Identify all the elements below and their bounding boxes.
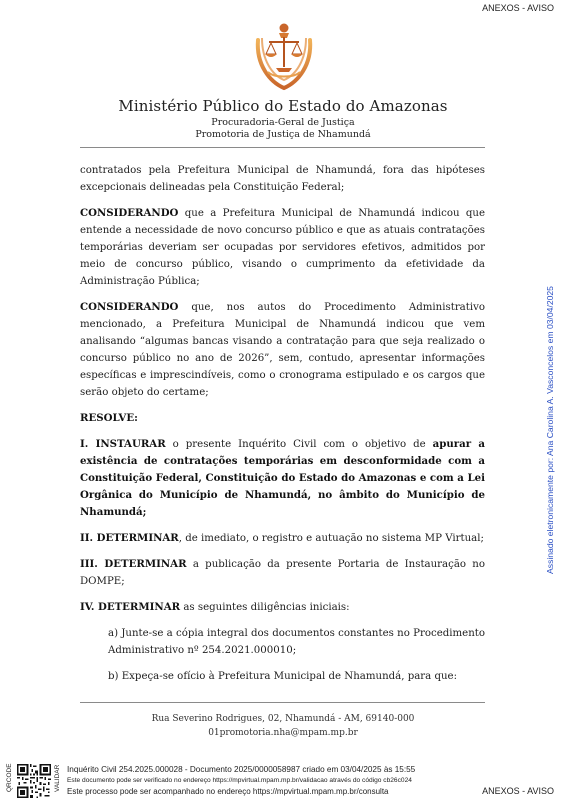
tracking-url-line[interactable]: Este processo pode ser acompanhado no endereço https://mpvirtual.mpam.mp.br/consulta (67, 787, 389, 796)
document-id-line: Inquérito Civil 254.2025.000028 - Documento 2025/0000058987 criado em 03/04/2025 às 15:55 (67, 765, 416, 774)
qr-code-icon[interactable] (17, 764, 51, 798)
item-ii: II. DETERMINAR, de imediato, o registro e autuação no sistema MP Virtual; (80, 532, 484, 544)
paragraph-1: contratados pela Prefeitura Municipal de Nhamundá, fora das hipóteses excepcionais delineadas pela Constituição Federal; (80, 165, 485, 193)
item-iii: III. DETERMINAR a publicação da presente Portaria de Instauração no DOMPE; (80, 558, 485, 587)
department-name: Procuradoria-Geral de Justiça (211, 117, 355, 128)
footer-address: Rua Severino Rodrigues, 02, Nhamundá - AM, 69140-000 (151, 714, 415, 724)
item-i: I. INSTAURAR o presente Inquérito Civil com o objetivo de apurar a existência de contratações temporárias em desconformidade com a Constituição Federal, Constituição do Estado do Amazonas e com a Lei Orgânica do Município de Nhamundá, no âmbito do Município de Nhamundá; (80, 438, 485, 518)
validar-label: VALIDAR (54, 764, 61, 792)
paragraph-considerando-2: CONSIDERANDO que, nos autos do Procedimento Administrativo mencionado, a Prefeitura Municipal de Nhamundá indicou que vem analisando “algumas bancas visando a contratação para que seja realizado o concurso público no ano de 2026”, sem, contudo, apresentar informações específicas e imprescindíveis, como o cronograma estipulado e os cargos que serão objeto do certame; (80, 301, 485, 398)
footer-email[interactable]: 01promotoria.nha@mpam.mp.br (208, 728, 358, 738)
paragraph-considerando-1: CONSIDERANDO que a Prefeitura Municipal de Nhamundá indicou que entende a necessidade de novo concurso público e que as atuais contratações temporárias deveriam ser ocupadas por servidores efetivos, admitidos por meio de concurso público, visando o cumprimento da efetividade da Administração Pública; (80, 207, 485, 287)
electronic-signature-stamp: Assinado eletronicamente por: Ana Carolina A. Vasconcelos em 03/04/2025 (545, 286, 555, 574)
scales-of-justice-icon (252, 20, 316, 92)
item-iv: IV. DETERMINAR as seguintes diligências iniciais: (80, 601, 350, 613)
top-annex-label: ANEXOS - AVISO (482, 3, 554, 13)
document-body (80, 162, 485, 694)
footer-divider (80, 702, 485, 703)
qrcode-label: QRCODE (6, 763, 13, 792)
item-b: b) Expeça-se ofício à Prefeitura Municipal de Nhamundá, para que: (108, 671, 458, 682)
unit-name: Promotoria de Justiça de Nhamundá (195, 129, 371, 140)
validation-url-line[interactable]: Este documento pode ser verificado no endereço https://mpvirtual.mpam.mp.br/validacao através do código cb26c024 (67, 777, 412, 784)
resolve-heading: RESOLVE: (80, 412, 138, 424)
organization-name: Ministério Público do Estado do Amazonas (118, 97, 448, 115)
item-a: a) Junte-se a cópia integral dos documentos constantes no Procedimento Administrativo nº 254.2021.000010; (108, 628, 485, 656)
header-divider (80, 147, 485, 148)
bottom-annex-label: ANEXOS - AVISO (482, 786, 554, 796)
